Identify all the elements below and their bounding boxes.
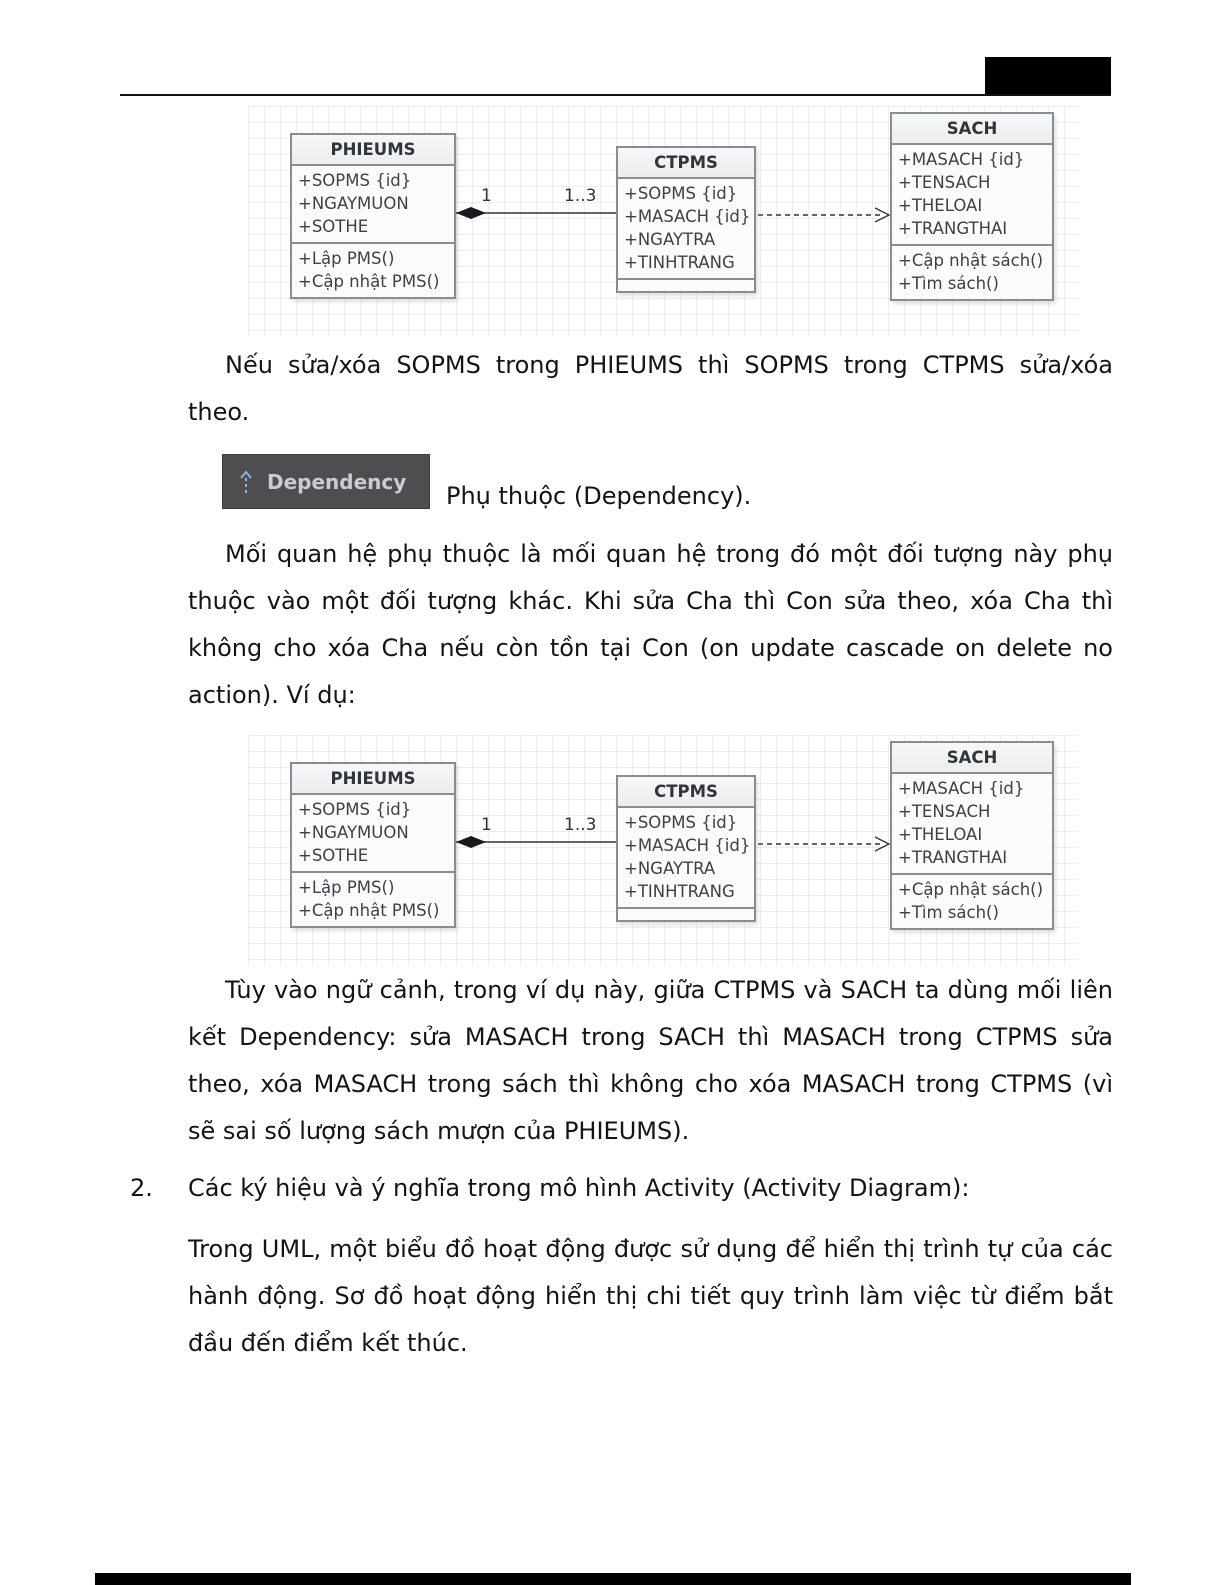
dependency-toolbar-button-image xyxy=(222,454,430,509)
uml-class-name: CTPMS xyxy=(618,148,754,179)
uml-class-name: SACH xyxy=(892,114,1052,145)
uml-operation: +Cập nhật sách() xyxy=(898,251,1044,270)
multiplicity-label-to: 1..3 xyxy=(564,186,597,206)
uml-operation: +Cập nhật PMS() xyxy=(298,272,440,291)
uml-class-sach xyxy=(890,741,1054,930)
uml-operations xyxy=(292,244,454,297)
uml-operation: +Tìm sách() xyxy=(898,903,999,922)
paragraph-activity-intro: Trong UML, một biểu đồ hoạt động được sử dụng để hiển thị trình tự của các hành động. Sơ đồ hoạt động hiển thị chi tiết quy trình làm việc từ điểm bắt đầu đến điểm kết thúc. xyxy=(188,1235,1113,1357)
uml-class-name: SACH xyxy=(892,743,1052,774)
composition-diamond-icon xyxy=(456,836,486,848)
uml-attributes xyxy=(292,795,454,873)
uml-operation: +Cập nhật sách() xyxy=(898,880,1044,899)
uml-operations-empty xyxy=(618,909,754,920)
redacted-footer-block xyxy=(95,1573,1131,1585)
uml-attribute: +TRANGTHAI xyxy=(898,219,1008,238)
multiplicity-label-from: 1 xyxy=(481,815,492,835)
uml-operations xyxy=(292,873,454,926)
uml-attribute: +NGAYTRA xyxy=(624,859,716,878)
uml-operation: +Lập PMS() xyxy=(298,878,395,897)
uml-attribute: +TENSACH xyxy=(898,802,991,821)
uml-attribute: +TENSACH xyxy=(898,173,991,192)
composition-diamond-icon xyxy=(456,207,486,219)
uml-operation: +Cập nhật PMS() xyxy=(298,901,440,920)
uml-attribute: +SOPMS {id} xyxy=(624,813,738,832)
uml-attributes xyxy=(292,166,454,244)
uml-attribute: +MASACH {id} xyxy=(624,207,751,226)
uml-attribute: +SOPMS {id} xyxy=(298,800,412,819)
uml-attributes xyxy=(892,145,1052,246)
uml-attribute: +MASACH {id} xyxy=(624,836,751,855)
uml-operations xyxy=(892,246,1052,299)
dependency-arrow-icon xyxy=(237,469,255,495)
uml-attribute: +TRANGTHAI xyxy=(898,848,1008,867)
uml-attribute: +THELOAI xyxy=(898,196,983,215)
multiplicity-label-to: 1..3 xyxy=(564,815,597,835)
paragraph-context-note: Tùy vào ngữ cảnh, trong ví dụ này, giữa CTPMS và SACH ta dùng mối liên kết Dependency: sửa MASACH trong SACH thì MASACH trong CTPMS sửa theo, xóa MASACH trong sách thì không cho xóa MASACH trong CTPMS (vì sẽ sai số lượng sách mượn của PHIEUMS). xyxy=(188,976,1113,1145)
dependency-button-label: Dependency xyxy=(267,469,407,494)
uml-class-name: CTPMS xyxy=(618,777,754,808)
uml-operations-empty xyxy=(618,280,754,291)
dependency-caption: Phụ thuộc (Dependency). xyxy=(446,482,752,510)
uml-attribute: +NGAYMUON xyxy=(298,823,409,842)
uml-attribute: +TINHTRANG xyxy=(624,253,735,272)
uml-attribute: +SOPMS {id} xyxy=(298,171,412,190)
uml-class-phieums xyxy=(290,133,456,299)
uml-class-ctpms xyxy=(616,775,756,922)
uml-diagram-2 xyxy=(248,735,1078,965)
uml-attribute: +SOTHE xyxy=(298,217,369,236)
list-label: Các ký hiệu và ý nghĩa trong mô hình Activity (Activity Diagram): xyxy=(188,1174,970,1202)
uml-class-phieums xyxy=(290,762,456,928)
uml-class-name: PHIEUMS xyxy=(292,764,454,795)
uml-attribute: +THELOAI xyxy=(898,825,983,844)
uml-class-ctpms xyxy=(616,146,756,293)
uml-attribute: +SOTHE xyxy=(298,846,369,865)
uml-attribute: +NGAYTRA xyxy=(624,230,716,249)
multiplicity-label-from: 1 xyxy=(481,186,492,206)
uml-operation: +Lập PMS() xyxy=(298,249,395,268)
uml-attribute: +MASACH {id} xyxy=(898,150,1025,169)
uml-attribute: +MASACH {id} xyxy=(898,779,1025,798)
uml-attributes xyxy=(618,808,754,909)
paragraph-cascade-note: Nếu sửa/xóa SOPMS trong PHIEUMS thì SOPMS trong CTPMS sửa/xóa theo. xyxy=(188,351,1113,426)
dependency-figure-row xyxy=(222,454,1225,509)
uml-attribute: +TINHTRANG xyxy=(624,882,735,901)
list-number: 2. xyxy=(130,1174,153,1202)
uml-diagram-1 xyxy=(248,106,1078,336)
uml-attributes xyxy=(618,179,754,280)
uml-operations xyxy=(892,875,1052,928)
paragraph-dependency-definition: Mối quan hệ phụ thuộc là mối quan hệ trong đó một đối tượng này phụ thuộc vào một đối tượng khác. Khi sửa Cha thì Con sửa theo, xóa Cha thì không cho xóa Cha nếu còn tồn tại Con (on update cascade on delete no action). Ví dụ: xyxy=(188,540,1113,709)
uml-class-name: PHIEUMS xyxy=(292,135,454,166)
list-item-activity-diagram xyxy=(130,1165,1113,1212)
uml-attribute: +SOPMS {id} xyxy=(624,184,738,203)
uml-attribute: +NGAYMUON xyxy=(298,194,409,213)
uml-class-sach xyxy=(890,112,1054,301)
uml-attributes xyxy=(892,774,1052,875)
uml-operation: +Tìm sách() xyxy=(898,274,999,293)
